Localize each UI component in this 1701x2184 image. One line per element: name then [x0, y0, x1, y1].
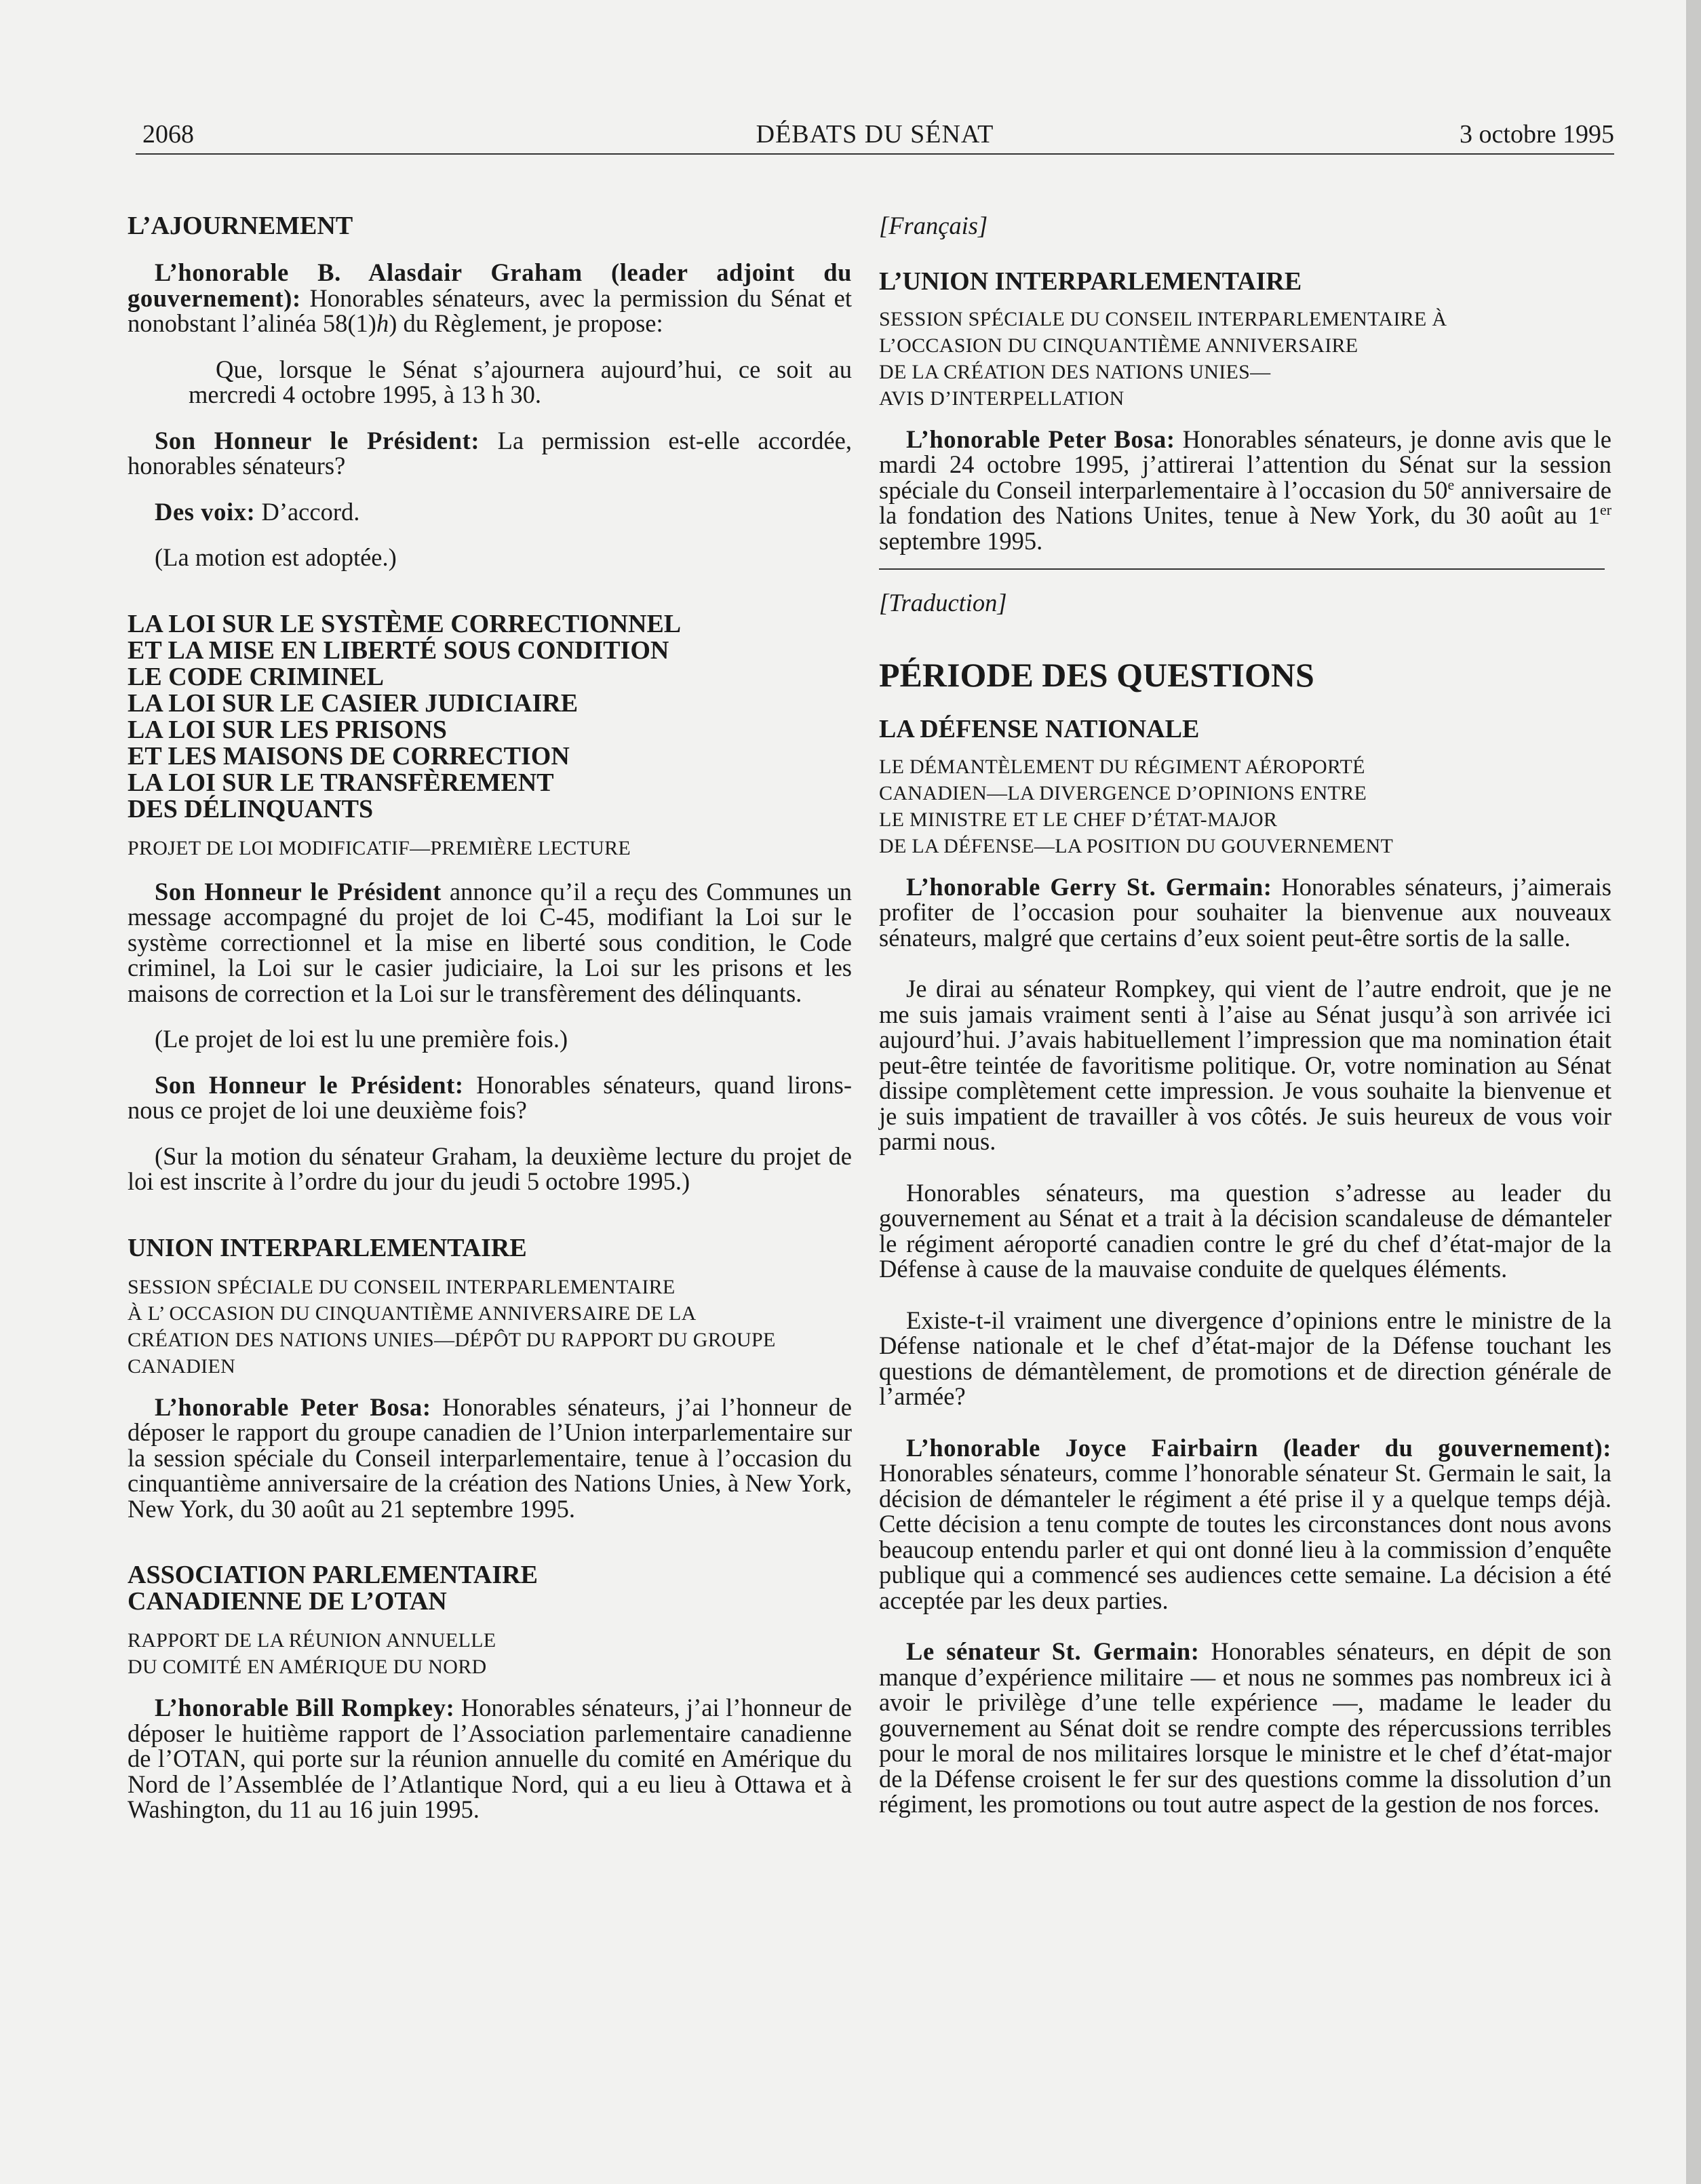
section-subtitle	[879, 306, 1611, 412]
subtitle-line: À L’ OCCASION DU CINQUANTIÈME ANNIVERSAIRE DE LA	[128, 1302, 697, 1325]
paragraph: Le sénateur St. Germain: Honorables sénateurs, en dépit de son manque d’expérience militaire — et nous ne sommes pas nombreux ici à avoir le privilège d’une telle expérience —, madame le leader du gouvernement au Sénat doit se rendre compte des répercussions terribles pour le moral de nos militaires lorsque le ministre et le chef d’état-major de la Défense croisent le fer sur des questions comme la dissolution d’un régiment, les promotions ou tout autre aspect de la gestion de nos forces.	[879, 1637, 1612, 1818]
speaker: L’honorable Joyce Fairbairn (leader du gouvernement):	[906, 1433, 1611, 1462]
section-subtitle: PROJET DE LOI MODIFICATIF—PREMIÈRE LECTURE	[128, 836, 631, 859]
scan-edge	[1686, 0, 1701, 2184]
title-line: LA LOI SUR LE CASIER JUDICIAIRE	[128, 688, 579, 718]
motion-quote: Que, lorsque le Sénat s’ajournera aujourd’hui, ce soit au mercredi 4 octobre 1995, à 13 h 30.	[189, 355, 852, 408]
section-subtitle	[128, 1274, 852, 1380]
section-title-union: UNION INTERPARLEMENTAIRE	[128, 1233, 527, 1262]
paragraph: (Sur la motion du sénateur Graham, la deuxième lecture du projet de loi est inscrite à l’ordre du jour du jeudi 5 octobre 1995.)	[128, 1142, 852, 1195]
section-title-loi	[128, 611, 852, 823]
speaker: Son Honneur le Président	[155, 877, 442, 905]
speaker: Son Honneur le Président:	[155, 1070, 464, 1099]
paragraph: L’honorable Joyce Fairbairn (leader du gouvernement): Honorables sénateurs, comme l’honorable sénateur St. Germain le sait, la décision de démanteler le régiment a été prise il y a quelque temps déjà. Cette décision a tenu compte de toutes les circonstances dont nous avons beaucoup entendu parler et qui ont donné lieu à la commission d’enquête publique qui a commencé ses audiences cette semaine. La décision a été acceptée par les deux parties.	[879, 1433, 1611, 1614]
paragraph: Des voix: D’accord.	[155, 497, 360, 526]
paragraph: L’honorable Peter Bosa: Honorables sénateurs, je donne avis que le mardi 24 octobre 1995, j’attirerai l’attention du Sénat sur la session spéciale du Conseil interparlementaire à l’occasion du 50e anniversaire de la fondation des Nations Unites, tenue à New York, du 30 août au 1er septembre 1995.	[879, 425, 1611, 555]
subtitle-line: CANADIEN	[128, 1354, 236, 1378]
issue-date: 3 octobre 1995	[1460, 120, 1614, 149]
subtitle-line: LE DÉMANTÈLEMENT DU RÉGIMENT AÉROPORTÉ	[879, 755, 1365, 778]
title-line: LE CODE CRIMINEL	[128, 662, 384, 691]
paragraph: Je dirai au sénateur Rompkey, qui vient de l’autre endroit, que je ne me suis jamais vraiment senti à l’aise au Sénat jusqu’à son arrivée ici aujourd’hui. J’avais habituellement l’impression que ma nomination était peut-être teintée de favoritisme politique. Or, votre nomination au Sénat dissipe complètement cette impression. Je vous souhaite la bienvenue et je suis impatient de travailler à vos côtés. Je suis heureux de vous voir parmi nous.	[879, 975, 1611, 1155]
language-label: [Traduction]	[879, 589, 1007, 617]
speaker: L’honorable B. Alasdair Graham (leader adjoint du gouvernement):	[128, 258, 852, 312]
speaker: L’honorable Bill Rompkey:	[155, 1694, 455, 1721]
paragraph: L’honorable Gerry St. Germain: Honorables sénateurs, j’aimerais profiter de l’occasion pour souhaiter la bienvenue aux nouveaux sénateurs, malgré que certains d’eux soient peut-être sortis de la salle.	[879, 872, 1612, 952]
title-line: ET LES MAISONS DE CORRECTION	[128, 741, 570, 771]
speaker: L’honorable Gerry St. Germain:	[906, 872, 1272, 901]
paragraph: Son Honneur le Président: La permission est-elle accordée, honorables sénateurs?	[128, 426, 852, 480]
section-subtitle	[128, 1627, 852, 1680]
language-label: [Français]	[879, 212, 988, 239]
title-line: LA LOI SUR LE TRANSFÈREMENT	[128, 768, 554, 797]
title-line: CANADIENNE DE L’OTAN	[128, 1587, 447, 1616]
speaker: L’honorable Peter Bosa:	[906, 425, 1175, 453]
title-line: DES DÉLINQUANTS	[128, 794, 374, 823]
subtitle-line: CANADIEN—LA DIVERGENCE D’OPINIONS ENTRE	[879, 781, 1367, 804]
section-title-questions: PÉRIODE DES QUESTIONS	[879, 655, 1314, 694]
title-line: LA LOI SUR LES PRISONS	[128, 715, 447, 744]
subtitle-line: SESSION SPÉCIALE DU CONSEIL INTERPARLEMENTAIRE	[128, 1275, 676, 1298]
subtitle-line: SESSION SPÉCIALE DU CONSEIL INTERPARLEMENTAIRE À	[879, 307, 1447, 330]
left-column	[128, 203, 852, 1822]
paragraph: Honorables sénateurs, ma question s’adresse au leader du gouvernement au Sénat et a trait à la décision scandaleuse de démanteler le régiment aéroporté canadien contre le gré du chef d’état-major de la Défense à cause de la mauvaise conduite de quelques éléments.	[879, 1178, 1611, 1283]
subtitle-line: DE LA DÉFENSE—LA POSITION DU GOUVERNEMENT	[879, 834, 1394, 857]
speaker: Le sénateur St. Germain:	[906, 1637, 1200, 1665]
page-number: 2068	[142, 120, 194, 149]
subtitle-line: CRÉATION DES NATIONS UNIES—DÉPÔT DU RAPPORT DU GROUPE	[128, 1328, 776, 1351]
subtitle-line: L’OCCASION DU CINQUANTIÈME ANNIVERSAIRE	[879, 334, 1358, 357]
speaker: L’honorable Peter Bosa:	[155, 1392, 431, 1421]
title-line: ET LA MISE EN LIBERTÉ SOUS CONDITION	[128, 636, 669, 665]
subtitle-line: DU COMITÉ EN AMÉRIQUE DU NORD	[128, 1656, 487, 1678]
paragraph: L’honorable B. Alasdair Graham (leader adjoint du gouvernement): Honorables sénateurs, avec la permission du Sénat et nonobstant l’alinéa 58(1)h) du Règlement, je propose:	[128, 258, 852, 337]
title-line: ASSOCIATION PARLEMENTAIRE	[128, 1561, 538, 1589]
subtitle-line: LE MINISTRE ET LE CHEF D’ÉTAT-MAJOR	[879, 808, 1278, 831]
section-title-defense: LA DÉFENSE NATIONALE	[879, 714, 1200, 743]
right-column	[879, 203, 1611, 1817]
publication-title: DÉBATS DU SÉNAT	[756, 120, 994, 149]
page-header	[136, 117, 1614, 155]
subtitle-line: RAPPORT DE LA RÉUNION ANNUELLE	[128, 1629, 496, 1652]
divider	[879, 568, 1605, 570]
paragraph: Son Honneur le Président annonce qu’il a reçu des Communes un message accompagné du projet de loi C-45, modifiant la Loi sur le système correctionnel et la mise en liberté sous condition, le Code criminel, la Loi sur le casier judiciaire, la Loi sur les prisons et les maisons de correction et la Loi sur le transfèrement des délinquants.	[128, 877, 853, 1007]
paragraph: L’honorable Peter Bosa: Honorables sénateurs, j’ai l’honneur de déposer le rapport du groupe canadien de l’Union interparlementaire sur la session spéciale du Conseil interparlementaire, tenue à l’occasion du cinquantième anniversaire de la création des Nations Unies, à New York, New York, du 30 août au 21 septembre 1995.	[128, 1392, 852, 1523]
title-line: LA LOI SUR LE SYSTÈME CORRECTIONNEL	[128, 609, 682, 638]
paragraph: L’honorable Bill Rompkey: Honorables sénateurs, j’ai l’honneur de déposer le huitième rapport de l’Association parlementaire canadienne de l’OTAN, qui porte sur la réunion annuelle du comité en Amérique du Nord de l’Assemblée de l’Atlantique Nord, qui a eu lieu à Ottawa et à Washington, du 11 au 16 juin 1995.	[128, 1694, 852, 1823]
paragraph: (La motion est adoptée.)	[155, 543, 397, 571]
section-title-union: L’UNION INTERPARLEMENTAIRE	[879, 267, 1302, 296]
paragraph: Existe-t-il vraiment une divergence d’opinions entre le ministre de la Défense nationale et le chef d’état-major de la Défense touchant les questions de démantèlement, de promotions et de direction générale de l’armée?	[879, 1306, 1611, 1410]
paragraph: (Le projet de loi est lu une première fois.)	[155, 1025, 568, 1053]
section-title-otan	[128, 1562, 852, 1615]
section-title-ajournement: L’AJOURNEMENT	[128, 212, 353, 240]
paragraph: Son Honneur le Président: Honorables sénateurs, quand lirons-nous ce projet de loi une deuxième fois?	[128, 1070, 853, 1124]
speaker: Des voix:	[155, 497, 256, 526]
subtitle-line: AVIS D’INTERPELLATION	[879, 387, 1125, 410]
subtitle-line: DE LA CRÉATION DES NATIONS UNIES—	[879, 360, 1271, 383]
section-subtitle	[879, 754, 1611, 859]
speaker: Son Honneur le Président:	[155, 426, 480, 454]
